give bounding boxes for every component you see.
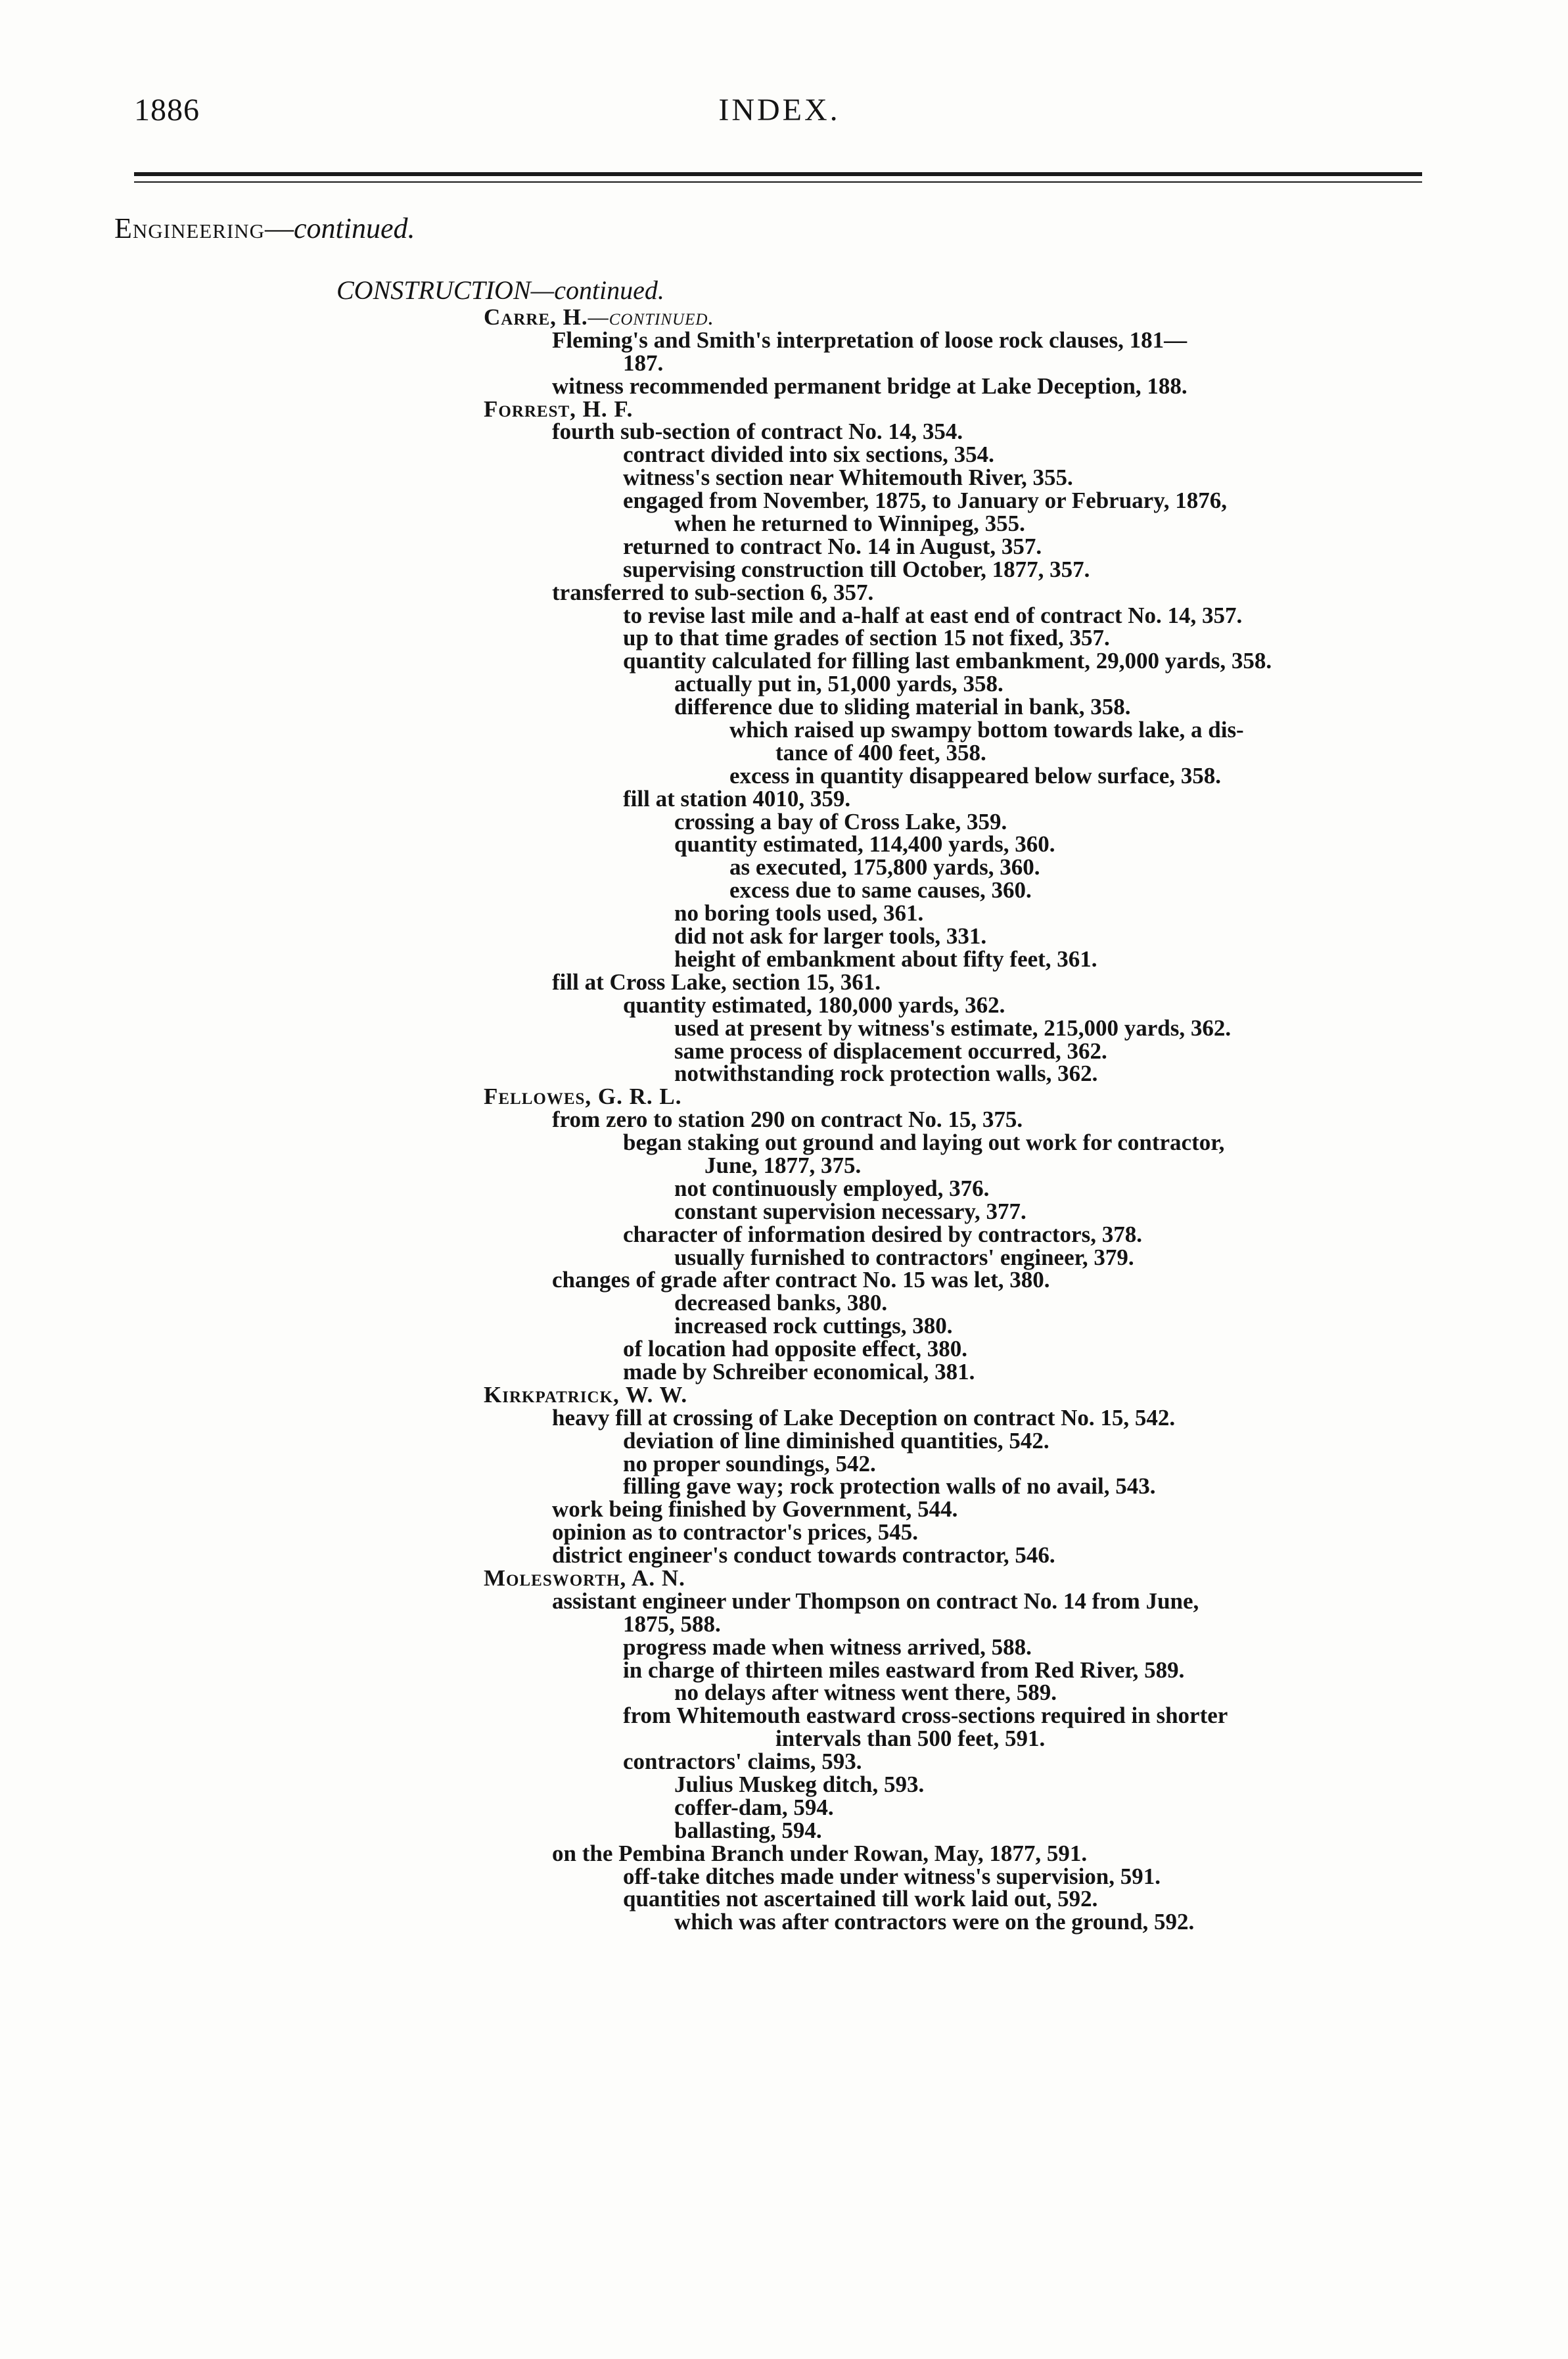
index-entry	[0, 1863, 1568, 1889]
index-entry	[0, 1794, 1568, 1820]
entry-text: quantity estimated, 114,400 yards, 360.	[674, 831, 1055, 858]
entry-text: transferred to sub-section 6, 357.	[552, 579, 874, 605]
index-entry	[0, 1269, 1568, 1292]
entry-text: crossing a bay of Cross Lake, 359.	[674, 808, 1007, 835]
witness-name-entry	[0, 1086, 1568, 1109]
index-entry	[0, 1427, 1568, 1454]
index-entry	[0, 352, 1568, 375]
entry-text: progress made when witness arrived, 588.	[623, 1634, 1032, 1660]
index-entry	[0, 533, 1568, 559]
index-entry	[0, 1198, 1568, 1224]
index-entry	[0, 556, 1568, 582]
index-entry	[0, 1152, 1568, 1178]
entry-text: made by Schreiber economical, 381.	[623, 1358, 975, 1385]
entry-continued: —continued.	[588, 304, 715, 330]
entry-text: heavy fill at crossing of Lake Deception on contract No. 15, 542.	[552, 1404, 1176, 1431]
index-entry	[0, 948, 1568, 971]
entry-text: 1875, 588.	[623, 1611, 721, 1637]
entry-text: work being finished by Government, 544.	[552, 1496, 958, 1523]
entry-text: intervals than 500 feet, 591.	[775, 1726, 1046, 1752]
entry-text: district engineer's conduct towards contractor, 546.	[552, 1542, 1055, 1569]
index-entry	[0, 467, 1568, 490]
index-entry	[0, 1590, 1568, 1613]
section-heading	[114, 212, 415, 245]
entry-text: as executed, 175,800 yards, 360.	[729, 854, 1040, 881]
entry-text: when he returned to Winnipeg, 355.	[674, 511, 1025, 537]
index-entry	[0, 1659, 1568, 1682]
index-entry	[0, 1063, 1568, 1086]
header-rule-thin	[134, 181, 1422, 183]
entry-text: excess in quantity disappeared below surface, 358.	[729, 762, 1221, 789]
entry-text: character of information desired by contractors, 378.	[623, 1221, 1142, 1247]
entry-text: notwithstanding rock protection walls, 362.	[674, 1061, 1098, 1087]
entry-text: not continuously employed, 376.	[674, 1175, 990, 1201]
index-entry	[0, 579, 1568, 605]
subsection-heading: CONSTRUCTION—continued.	[336, 275, 664, 305]
header-rule-thick	[134, 172, 1422, 176]
index-entry	[0, 833, 1568, 856]
index-entry	[0, 1292, 1568, 1315]
index-entry	[0, 1705, 1568, 1728]
index-entry	[0, 1109, 1568, 1132]
index-entry	[0, 1244, 1568, 1270]
index-entry	[0, 1817, 1568, 1843]
entry-text: from Whitemouth eastward cross-sections required in shorter	[623, 1703, 1228, 1729]
index-entry	[0, 1315, 1568, 1338]
index-entry	[0, 513, 1568, 536]
entry-text: Julius Muskeg ditch, 593.	[674, 1772, 925, 1797]
index-entry	[0, 673, 1568, 696]
index-entry	[0, 1450, 1568, 1477]
index-entry	[0, 785, 1568, 812]
index-entry	[0, 1911, 1568, 1934]
entry-text: deviation of line diminished quantities, 542.	[623, 1427, 1049, 1454]
entry-text: fill at station 4010, 359.	[623, 785, 851, 812]
witness-name-entry	[0, 398, 1568, 421]
entry-text: Carre, H.	[484, 304, 588, 330]
entry-text: no proper soundings, 542.	[623, 1450, 876, 1477]
entry-text: usually furnished to contractors' engineer, 379.	[674, 1244, 1134, 1270]
entry-text: assistant engineer under Thompson on contract No. 14 from June,	[552, 1588, 1199, 1614]
entry-text: up to that time grades of section 15 not fixed, 357.	[623, 625, 1110, 651]
entry-text: constant supervision necessary, 377.	[674, 1198, 1026, 1224]
entry-text: height of embankment about fifty feet, 361.	[674, 946, 1097, 972]
index-entry	[0, 1682, 1568, 1705]
entry-text: contract divided into six sections, 354.	[623, 442, 994, 468]
entry-text: Fellowes, G. R. L.	[484, 1084, 682, 1110]
index-entry	[0, 1175, 1568, 1201]
entry-text: of location had opposite effect, 380.	[623, 1336, 967, 1362]
entry-text: in charge of thirteen miles eastward from Red River, 589.	[623, 1657, 1185, 1683]
index-entry	[0, 1404, 1568, 1431]
index-entry	[0, 1636, 1568, 1659]
index-entry	[0, 1840, 1568, 1866]
entry-text: which was after contractors were on the ground, 592.	[674, 1909, 1195, 1935]
entry-text: fill at Cross Lake, section 15, 361.	[552, 969, 881, 995]
index-entry	[0, 1475, 1568, 1498]
entry-text: actually put in, 51,000 yards, 358.	[674, 671, 1003, 697]
entry-text: Molesworth, A. N.	[484, 1565, 685, 1591]
index-entry	[0, 1338, 1568, 1361]
entry-text: filling gave way; rock protection walls of no avail, 543.	[623, 1473, 1156, 1500]
index-entry	[0, 329, 1568, 352]
page-number: 1886	[134, 93, 200, 127]
entry-text: Forrest, H. F.	[484, 396, 634, 422]
entry-text: same process of displacement occurred, 362.	[674, 1038, 1107, 1064]
entry-text: off-take ditches made under witness's supervision, 591.	[623, 1863, 1161, 1889]
index-entry	[0, 696, 1568, 719]
entry-text: did not ask for larger tools, 331.	[674, 923, 987, 950]
index-entry	[0, 1774, 1568, 1797]
witness-name-entry	[0, 306, 1568, 329]
index-entry	[0, 1017, 1568, 1040]
section-name: Engineering	[114, 212, 265, 244]
entry-text: quantities not ascertained till work laid out, 592.	[623, 1886, 1098, 1912]
entry-text: quantity calculated for filling last embankment, 29,000 yards, 358.	[623, 648, 1272, 674]
entry-text: engaged from November, 1875, to January or February, 1876,	[623, 488, 1228, 514]
index-entry	[0, 902, 1568, 925]
entry-text: witness's section near Whitemouth River, 355.	[623, 465, 1073, 491]
index-entry	[0, 1751, 1568, 1774]
entry-text: supervising construction till October, 1877, 357.	[623, 556, 1090, 582]
entry-text: ballasting, 594.	[674, 1817, 822, 1843]
index-entry	[0, 1613, 1568, 1636]
entry-text: contractors' claims, 593.	[623, 1749, 862, 1775]
index-entry	[0, 1132, 1568, 1155]
entry-text: no boring tools used, 361.	[674, 900, 924, 927]
index-entry	[0, 650, 1568, 673]
entry-text: tance of 400 feet, 358.	[775, 739, 986, 766]
index-entry	[0, 1358, 1568, 1385]
witness-name-entry	[0, 1381, 1568, 1408]
witness-name-entry	[0, 1567, 1568, 1590]
entry-text: returned to contract No. 14 in August, 357.	[623, 533, 1042, 559]
index-entry	[0, 762, 1568, 789]
section-dash: —	[265, 212, 294, 244]
running-head: INDEX.	[718, 93, 841, 127]
index-entry	[0, 444, 1568, 467]
entry-text: which raised up swampy bottom towards lake, a dis-	[729, 717, 1244, 743]
entry-text: coffer-dam, 594.	[674, 1794, 834, 1820]
entry-text: Kirkpatrick, W. W.	[484, 1381, 688, 1408]
index-entry	[0, 1521, 1568, 1544]
entry-text: 187.	[623, 350, 664, 376]
index-entry	[0, 627, 1568, 650]
section-continued: continued.	[294, 212, 415, 244]
entry-text: on the Pembina Branch under Rowan, May, 1877, 591.	[552, 1840, 1088, 1866]
index-entry	[0, 375, 1568, 398]
entry-text: June, 1877, 375.	[704, 1152, 862, 1178]
entry-text: to revise last mile and a-half at east end of contract No. 14, 357.	[623, 602, 1243, 628]
index-entry	[0, 421, 1568, 444]
entry-text: fourth sub-section of contract No. 14, 354.	[552, 419, 963, 445]
index-entry	[0, 719, 1568, 742]
entry-text: Fleming's and Smith's interpretation of loose rock clauses, 181—	[552, 327, 1188, 353]
entry-text: decreased banks, 380.	[674, 1290, 888, 1316]
entry-text: difference due to sliding material in bank, 358.	[674, 694, 1131, 720]
index-entries	[0, 306, 1568, 1934]
index-entry	[0, 1221, 1568, 1247]
index-entry	[0, 925, 1568, 948]
entry-text: increased rock cuttings, 380.	[674, 1313, 953, 1339]
entry-text: from zero to station 290 on contract No. 15, 375.	[552, 1107, 1023, 1133]
index-entry	[0, 1498, 1568, 1521]
index-entry	[0, 739, 1568, 766]
index-entry	[0, 1040, 1568, 1063]
index-entry	[0, 808, 1568, 835]
entry-text: changes of grade after contract No. 15 was let, 380.	[552, 1267, 1050, 1293]
entry-text: no delays after witness went there, 589.	[674, 1680, 1057, 1706]
index-entry	[0, 856, 1568, 879]
index-entry	[0, 994, 1568, 1017]
index-entry	[0, 1728, 1568, 1751]
index-entry	[0, 490, 1568, 513]
entry-text: began staking out ground and laying out work for contractor,	[623, 1130, 1225, 1156]
entry-text: witness recommended permanent bridge at Lake Deception, 188.	[552, 373, 1188, 399]
index-entry	[0, 1544, 1568, 1567]
index-entry	[0, 879, 1568, 902]
entry-text: used at present by witness's estimate, 215,000 yards, 362.	[674, 1015, 1232, 1041]
index-entry	[0, 602, 1568, 628]
index-entry	[0, 1888, 1568, 1911]
entry-text: excess due to same causes, 360.	[729, 877, 1032, 904]
entry-text: opinion as to contractor's prices, 545.	[552, 1519, 919, 1546]
index-entry	[0, 971, 1568, 994]
entry-text: quantity estimated, 180,000 yards, 362.	[623, 992, 1005, 1018]
